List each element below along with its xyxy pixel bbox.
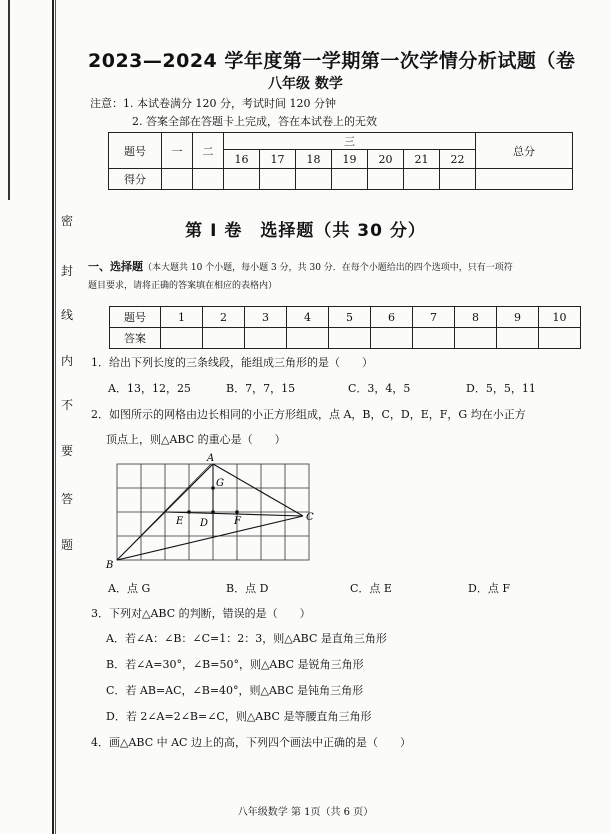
point-label-g: G <box>216 478 224 489</box>
binding-line <box>52 0 54 834</box>
q3-option-c: C．若 AB=AC，∠B=40°，则△ABC 是钝角三角形 <box>106 684 364 697</box>
answer-table-cell <box>539 328 581 349</box>
seal-char: 密 <box>60 214 73 228</box>
score-table-cell <box>224 169 260 190</box>
q1-option-a: A．13，12，25 <box>108 382 191 395</box>
answer-table-cell: 7 <box>413 307 455 328</box>
score-table-cell: 21 <box>404 150 440 169</box>
answer-table-cell: 1 <box>161 307 203 328</box>
answer-table-cell <box>497 328 539 349</box>
binding-line-inner <box>55 0 56 834</box>
section-title: 第 I 卷 选择题（共 30 分） <box>185 221 426 241</box>
score-table-cell <box>193 169 224 190</box>
score-table-cell <box>296 169 332 190</box>
seal-char: 不 <box>60 398 73 412</box>
score-table-cell <box>440 169 476 190</box>
instructions <box>88 258 608 295</box>
point-label-b: B <box>106 560 114 571</box>
q2-option-d: D．点 F <box>468 582 510 595</box>
q1-option-c: C．3，4，5 <box>348 382 411 395</box>
seal-char: 要 <box>60 444 73 458</box>
exam-title: 2023—2024 学年度第一学期第一次学情分析试题（卷 <box>88 50 576 72</box>
score-table-cell: 题号 <box>109 133 162 169</box>
score-table-cell: 17 <box>260 150 296 169</box>
score-table-cell: 20 <box>368 150 404 169</box>
point-label-d: D <box>200 518 209 529</box>
score-table-cell: 19 <box>332 150 368 169</box>
note-line-2: 2. 答案全部在答题卡上完成，答在本试卷上的无效 <box>132 115 377 128</box>
question-1: 1．给出下列长度的三条线段，能组成三角形的是（ ） <box>91 356 373 369</box>
page-footer: 八年级数学 第 1页（共 6 页） <box>237 807 374 818</box>
score-table <box>108 132 573 190</box>
score-table-cell <box>368 169 404 190</box>
score-table-cell: 22 <box>440 150 476 169</box>
q3-option-d: D．若 2∠A=2∠B=∠C，则△ABC 是等腰直角三角形 <box>106 710 372 723</box>
answer-table-cell <box>203 328 245 349</box>
seal-char: 答 <box>60 492 73 506</box>
answer-table-cell <box>413 328 455 349</box>
instructions-text-2: 题目要求，请将正确的答案填在相应的表格内） <box>88 281 278 291</box>
q2-option-a: A．点 G <box>108 582 151 595</box>
answer-table-cell: 6 <box>371 307 413 328</box>
score-table-cell <box>476 169 573 190</box>
answer-table-cell <box>329 328 371 349</box>
point-label-a: A <box>207 453 215 464</box>
answer-table-cell: 5 <box>329 307 371 328</box>
q3-option-a: A．若∠A：∠B：∠C=1：2：3，则△ABC 是直角三角形 <box>106 632 387 645</box>
note-line-1: 注意：1. 本试卷满分 120 分，考试时间 120 分钟 <box>90 97 336 110</box>
score-table-cell: 16 <box>224 150 260 169</box>
score-table-cell <box>260 169 296 190</box>
answer-table-cell: 3 <box>245 307 287 328</box>
answer-table-cell: 8 <box>455 307 497 328</box>
answer-table-cell: 题号 <box>110 307 161 328</box>
instructions-text: （本大题共 10 个小题，每小题 3 分，共 30 分．在每个小题给出的四个选项中，只有一项符 <box>143 263 513 273</box>
score-table-cell <box>332 169 368 190</box>
q2-option-b: B．点 D <box>226 582 269 595</box>
question-3: 3．下列对△ABC 的判断，错误的是（ ） <box>91 607 311 620</box>
answer-table-cell <box>371 328 413 349</box>
instructions-label: 一、选择题 <box>88 260 143 273</box>
score-table-cell <box>404 169 440 190</box>
score-table-cell: 总分 <box>476 133 573 169</box>
answer-table-cell <box>161 328 203 349</box>
question-2: 2．如图所示的网格由边长相同的小正方形组成，点 A，B，C，D，E，F，G 均在小正方 <box>91 408 526 421</box>
score-table-cell: 一 <box>162 133 193 169</box>
answer-table-cell: 10 <box>539 307 581 328</box>
seal-char: 线 <box>60 308 73 322</box>
answer-table-cell <box>455 328 497 349</box>
score-table-cell: 三 <box>224 133 476 150</box>
q3-option-b: B．若∠A=30°，∠B=50°，则△ABC 是锐角三角形 <box>106 658 364 671</box>
answer-table <box>109 306 581 349</box>
point-label-f: F <box>234 516 241 527</box>
answer-table-cell: 9 <box>497 307 539 328</box>
seal-char: 内 <box>60 354 73 368</box>
question-2-line-2: 顶点上，则△ABC 的重心是（ ） <box>106 433 286 446</box>
score-table-cell: 18 <box>296 150 332 169</box>
grid-figure <box>103 452 323 572</box>
margin-line <box>8 0 18 200</box>
score-table-cell <box>162 169 193 190</box>
question-4: 4．画△ABC 中 AC 边上的高，下列四个画法中正确的是（ ） <box>91 736 411 749</box>
seal-char: 封 <box>60 264 73 278</box>
q1-option-b: B．7，7，15 <box>226 382 296 395</box>
q1-option-d: D．5，5，11 <box>466 382 536 395</box>
answer-table-cell: 2 <box>203 307 245 328</box>
answer-table-cell <box>245 328 287 349</box>
score-table-cell: 得分 <box>109 169 162 190</box>
score-table-cell: 二 <box>193 133 224 169</box>
answer-table-cell <box>287 328 329 349</box>
point-label-c: C <box>306 512 314 523</box>
seal-char: 题 <box>60 538 73 552</box>
answer-table-cell: 答案 <box>110 328 161 349</box>
point-label-e: E <box>176 516 184 527</box>
exam-subtitle: 八年级 数学 <box>268 76 343 92</box>
q2-option-c: C．点 E <box>350 582 392 595</box>
answer-table-cell: 4 <box>287 307 329 328</box>
